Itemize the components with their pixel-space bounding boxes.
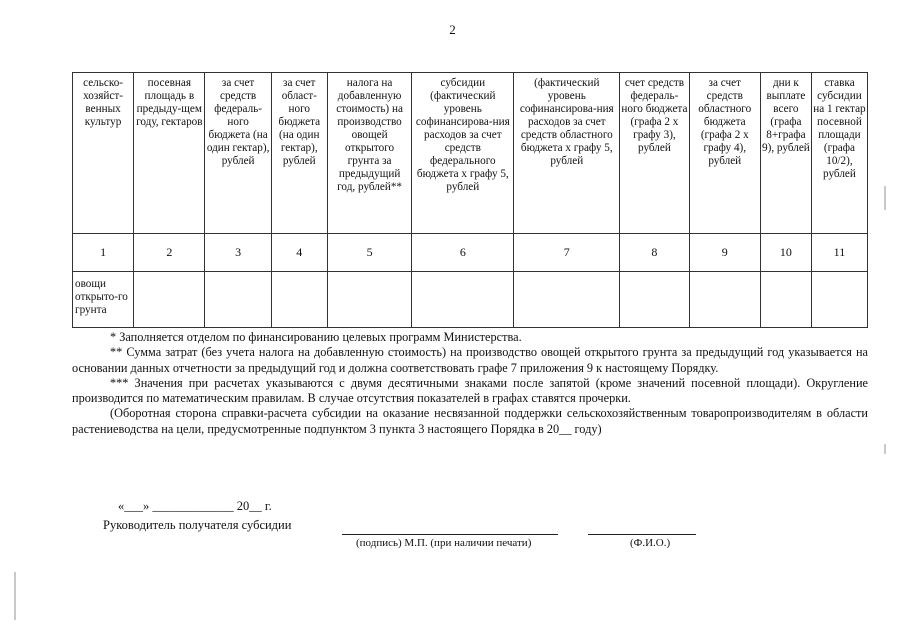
column-number: 8 xyxy=(620,234,689,272)
column-number: 3 xyxy=(205,234,271,272)
column-number: 9 xyxy=(689,234,760,272)
table-cell xyxy=(134,272,205,328)
header-cell: дни к выплате всего (графа 8+графа 9), рублей xyxy=(760,73,811,234)
table-cell xyxy=(689,272,760,328)
header-cell: налога на добавленную стоимость) на производство овощей открытого грунта за предыдущий год, рублей** xyxy=(327,73,412,234)
table-header-row xyxy=(73,73,868,234)
header-cell: сельско-хозяйст-венных культур xyxy=(73,73,134,234)
column-number: 6 xyxy=(412,234,514,272)
reverse-side-note: (Оборотная сторона справки-расчета субсидии на оказание несвязанной поддержки сельскохозяйственным товаропроизводителям в области растениеводства на цели, предусмотренные подпунктом 3 пункта 3 настоящего Порядка в 20__ году) xyxy=(72,406,868,436)
footnote-2: ** Сумма затрат (без учета налога на добавленную стоимость) на производство овощей открытого грунта за предыдущий год указывается на основании данных отчетности за предыдущий год и должна соответствовать графе 7 приложения 9 к настоящему Порядку. xyxy=(72,345,868,375)
scan-mark xyxy=(14,572,16,620)
table-cell xyxy=(514,272,620,328)
header-cell: за счет област-ного бюджета (на один гектар), рублей xyxy=(271,73,327,234)
header-cell: ставка субсидии на 1 гектар посевной площади (графа 10/2), рублей xyxy=(811,73,867,234)
column-number: 2 xyxy=(134,234,205,272)
row-label: овощи открыто-го грунта xyxy=(73,272,134,328)
column-number-row xyxy=(73,234,868,272)
scan-mark xyxy=(884,186,886,210)
column-number: 4 xyxy=(271,234,327,272)
name-line xyxy=(588,534,696,535)
header-cell: посевная площадь в предыду-щем году, гектаров xyxy=(134,73,205,234)
table-cell xyxy=(620,272,689,328)
column-number: 11 xyxy=(811,234,867,272)
table-cell xyxy=(205,272,271,328)
header-cell: субсидии (фактический уровень софинансирова-ния расходов за счет средств федерального бюджета х графу 5, рублей xyxy=(412,73,514,234)
name-caption: (Ф.И.О.) xyxy=(630,537,671,549)
header-cell: (фактический уровень софинансирова-ния расходов за счет средств областного бюджета х графу 5, рублей xyxy=(514,73,620,234)
scan-mark xyxy=(884,444,886,454)
table-cell xyxy=(760,272,811,328)
signature-line xyxy=(342,534,558,535)
signature-caption: (подпись) М.П. (при наличии печати) xyxy=(356,537,532,549)
head-signature-label: Руководитель получателя субсидии xyxy=(103,518,292,532)
table-row xyxy=(73,272,868,328)
header-cell: за счет средств областного бюджета (графа 2 х графу 4), рублей xyxy=(689,73,760,234)
column-number: 10 xyxy=(760,234,811,272)
footnotes xyxy=(72,330,868,437)
subsidy-table xyxy=(72,72,868,328)
table-cell xyxy=(271,272,327,328)
table-cell xyxy=(811,272,867,328)
column-number: 7 xyxy=(514,234,620,272)
page-number: 2 xyxy=(449,22,456,37)
column-number: 1 xyxy=(73,234,134,272)
footnote-3: *** Значения при расчетах указываются с двумя десятичными знаками после запятой (кроме значений посевной площади). Округление производится по математическим правилам. В случае отсутствия показателей в графах ставятся прочерки. xyxy=(72,375,868,406)
footnote-1: * Заполняется отделом по финансированию целевых программ Министерства. xyxy=(110,330,522,344)
date-line: «___» _____________ 20__ г. xyxy=(118,499,272,513)
table-cell xyxy=(327,272,412,328)
column-number: 5 xyxy=(327,234,412,272)
header-cell: за счет средств федераль-ного бюджета (на один гектар), рублей xyxy=(205,73,271,234)
header-cell: счет средств федераль-ного бюджета (графа 2 х графу 3), рублей xyxy=(620,73,689,234)
table-cell xyxy=(412,272,514,328)
